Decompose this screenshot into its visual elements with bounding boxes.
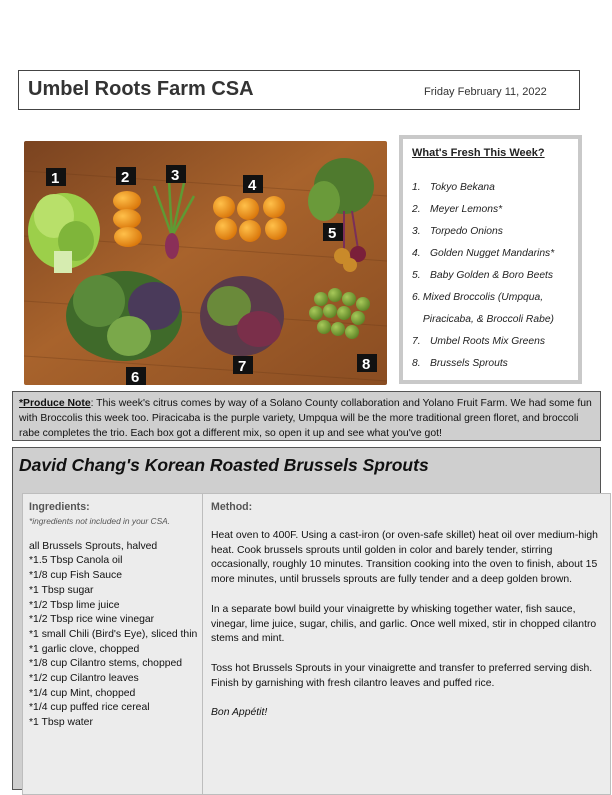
photo-tag-1 (46, 168, 66, 187)
svg-text:3: 3 (171, 167, 180, 184)
method-panel (202, 493, 611, 795)
produce-note (12, 391, 601, 441)
list-item: 3. Torpedo Onions (412, 226, 503, 237)
whats-fresh-heading: What's Fresh This Week? (412, 147, 545, 159)
golden-nugget-mandarins (213, 196, 287, 242)
photo-tag-8 (357, 354, 377, 373)
recipe-section (12, 447, 601, 790)
photo-tag-5 (323, 223, 343, 242)
list-item: all Brussels Sprouts, halved (29, 540, 158, 552)
list-item: *1 garlic clove, chopped (29, 643, 140, 655)
meyer-lemons (113, 191, 142, 247)
issue-date: Friday February 11, 2022 (424, 86, 547, 98)
recipe-signoff: Bon Appétit! (211, 707, 268, 719)
photo-tag-2 (116, 167, 136, 186)
produce-note-label: *Produce Note (19, 398, 91, 409)
whats-fresh-panel (399, 135, 582, 384)
list-item: *1/2 Tbsp rice wine vinegar (29, 614, 155, 626)
photo-tag-3 (166, 165, 186, 184)
svg-text:2: 2 (121, 169, 130, 186)
method-heading: Method: (211, 501, 253, 513)
list-item: 7. Umbel Roots Mix Greens (412, 336, 546, 347)
list-item: 4. Golden Nugget Mandarins* (412, 248, 555, 259)
method-step: Toss hot Brussels Sprouts in your vinaigrette and transfer to preferred serving dish. Finish by garnishing with fresh cilantro leaves and puffed rice. (211, 662, 593, 689)
list-item: *1 small Chili (Bird's Eye), sliced thin (29, 628, 198, 640)
photo-tag-7 (233, 356, 253, 375)
list-item: 5. Baby Golden & Boro Beets (412, 270, 554, 281)
svg-text:7: 7 (238, 358, 247, 375)
method-step: In a separate bowl build your vinaigrette by whisking together water, fish sauce, vinegar, lime juice, sugar, chilis, and garlic. Once well mixed, stir in chopped cilantro stems and mint. (211, 603, 597, 645)
svg-text:6: 6 (131, 369, 140, 385)
list-item: *1.5 Tbsp Canola oil (29, 555, 123, 567)
mix-greens (200, 276, 284, 356)
list-item: *1/8 cup Fish Sauce (29, 570, 122, 582)
ingredients-heading: Ingredients: (29, 501, 90, 513)
ingredients-list (29, 540, 199, 731)
svg-text:1: 1 (51, 170, 60, 187)
svg-text:4: 4 (248, 177, 257, 194)
list-item: *1 Tbsp water (29, 717, 93, 729)
photo-tag-6 (126, 367, 146, 385)
whats-fresh-list (412, 177, 577, 375)
recipe-title: David Chang's Korean Roasted Brussels Sprouts (19, 455, 429, 475)
list-item: 2. Meyer Lemons* (412, 204, 503, 215)
svg-text:8: 8 (362, 356, 371, 373)
list-item: *1/2 Tbsp lime juice (29, 599, 120, 611)
ingredients-note: *ingredients not included in your CSA. (29, 515, 171, 526)
mixed-broccolis (66, 271, 182, 361)
list-item: 6. Mixed Broccolis (Umpqua, Piracicaba, & Broccoli Rabe) (412, 292, 554, 325)
photo-tag-4 (243, 175, 263, 194)
list-item: *1/2 cup Cilantro leaves (29, 673, 139, 685)
ingredients-panel (22, 493, 206, 795)
produce-note-text: : This week's citrus comes by way of a Solano County collaboration and Yolano Fruit Farm. We had some fun with Broccolis this week too. Piracicaba is the purple variety, Umpqua will be the more traditional green floret, and broccoli rabe completes the trio. Each box got a different mix, so open it up and see what you've got! (19, 398, 592, 439)
list-item: 8. Brussels Sprouts (412, 358, 508, 369)
list-item: *1 Tbsp sugar (29, 584, 94, 596)
list-item: *1/4 cup Mint, chopped (29, 687, 136, 699)
list-item: 1. Tokyo Bekana (412, 182, 495, 193)
svg-text:5: 5 (328, 225, 337, 242)
newsletter-header (18, 70, 580, 110)
produce-photo (24, 141, 387, 385)
list-item: *1/4 cup puffed rice cereal (29, 702, 150, 714)
method-step: Heat oven to 400F. Using a cast-iron (or oven-safe skillet) heat oil over medium-high heat. Cook brussels sprouts until golden in color and barely tender, stirring occasionally, roughly 10 minutes. Transition cooking into the oven to finish, about 15 more minutes, until brussels sprouts are fully tender and a deep golden brown. (211, 529, 598, 586)
farm-title: Umbel Roots Farm CSA (28, 78, 254, 100)
list-item: *1/8 cup Cilantro stems, chopped (29, 658, 183, 670)
